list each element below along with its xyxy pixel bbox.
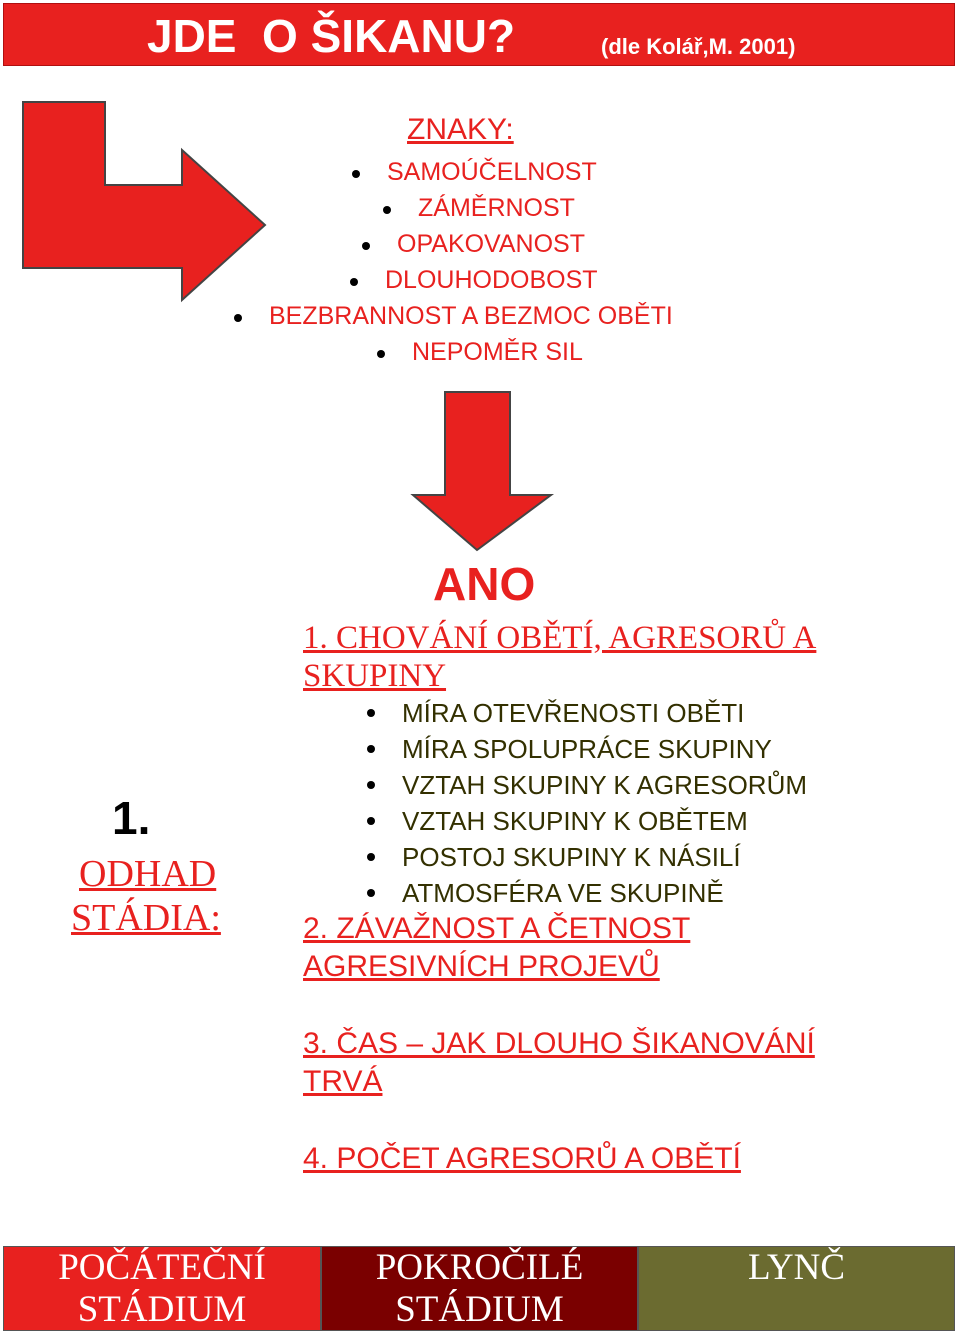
initial-stage-box [3, 1246, 321, 1331]
bullet-icon [352, 170, 360, 178]
section-4-heading: 4. POČET AGRESORŮ A OBĚTÍ [303, 1142, 741, 1175]
answer-yes: ANO [433, 558, 536, 610]
bullet-icon [377, 350, 385, 358]
section-3-heading-line1: 3. ČAS – JAK DLOUHO ŠIKANOVÁNÍ [303, 1027, 815, 1060]
page-subtitle: (dle Kolář,M. 2001) [601, 34, 796, 59]
section-1-item: MÍRA OTEVŘENOSTI OBĚTI [402, 698, 745, 728]
bullet-icon [367, 745, 375, 753]
bullet-icon [367, 781, 375, 789]
section-1-heading-line2: SKUPINY [303, 658, 447, 694]
advanced-stage-box [321, 1246, 638, 1331]
down-arrow-icon [413, 392, 551, 550]
lynch-stage-label: LYNČ [747, 1247, 846, 1288]
initial-stage-line2: STÁDIUM [77, 1289, 247, 1330]
bullet-icon [367, 853, 375, 861]
stage-number: 1. [112, 792, 151, 844]
bullet-icon [234, 314, 242, 322]
sign-item: ZÁMĚRNOST [418, 194, 575, 222]
page-title: JDE O ŠIKANU? [147, 10, 516, 62]
advanced-stage-line2: STÁDIUM [395, 1289, 564, 1330]
section-1-item: VZTAH SKUPINY K OBĚTEM [402, 806, 748, 836]
stage-label-line2: STÁDIA: [71, 897, 221, 939]
bullet-icon [362, 242, 370, 250]
lynch-stage-box [638, 1246, 955, 1331]
sign-item: SAMOÚČELNOST [387, 158, 597, 186]
initial-stage-line1: POČÁTEČNÍ [58, 1247, 266, 1288]
sign-item: DLOUHODOBOST [385, 266, 598, 294]
signs-title: ZNAKY: [407, 113, 514, 146]
section-1-item: ATMOSFÉRA VE SKUPINĚ [402, 878, 724, 908]
bullet-icon [367, 817, 375, 825]
section-3-heading-line2: TRVÁ [303, 1065, 383, 1098]
section-1-item: POSTOJ SKUPINY K NÁSILÍ [402, 842, 741, 872]
section-1-item: MÍRA SPOLUPRÁCE SKUPINY [402, 734, 772, 764]
section-1-heading-line1: 1. CHOVÁNÍ OBĚTÍ, AGRESORŮ A [303, 620, 817, 656]
advanced-stage-line1: POKROČILÉ [375, 1247, 584, 1288]
bullet-icon [350, 278, 358, 286]
section-2-heading-line1: 2. ZÁVAŽNOST A ČETNOST [303, 912, 691, 945]
sign-item: NEPOMĚR SIL [412, 338, 583, 366]
bullet-icon [367, 889, 375, 897]
bullet-icon [383, 206, 391, 214]
sign-item: BEZBRANNOST A BEZMOC OBĚTI [269, 302, 673, 330]
bullet-icon [367, 709, 375, 717]
stage-label-line1: ODHAD [79, 853, 217, 895]
sign-item: OPAKOVANOST [397, 230, 586, 258]
right-turn-arrow-icon [23, 102, 265, 300]
section-2-heading-line2: AGRESIVNÍCH PROJEVŮ [303, 950, 660, 983]
section-1-item: VZTAH SKUPINY K AGRESORŮM [402, 770, 808, 800]
